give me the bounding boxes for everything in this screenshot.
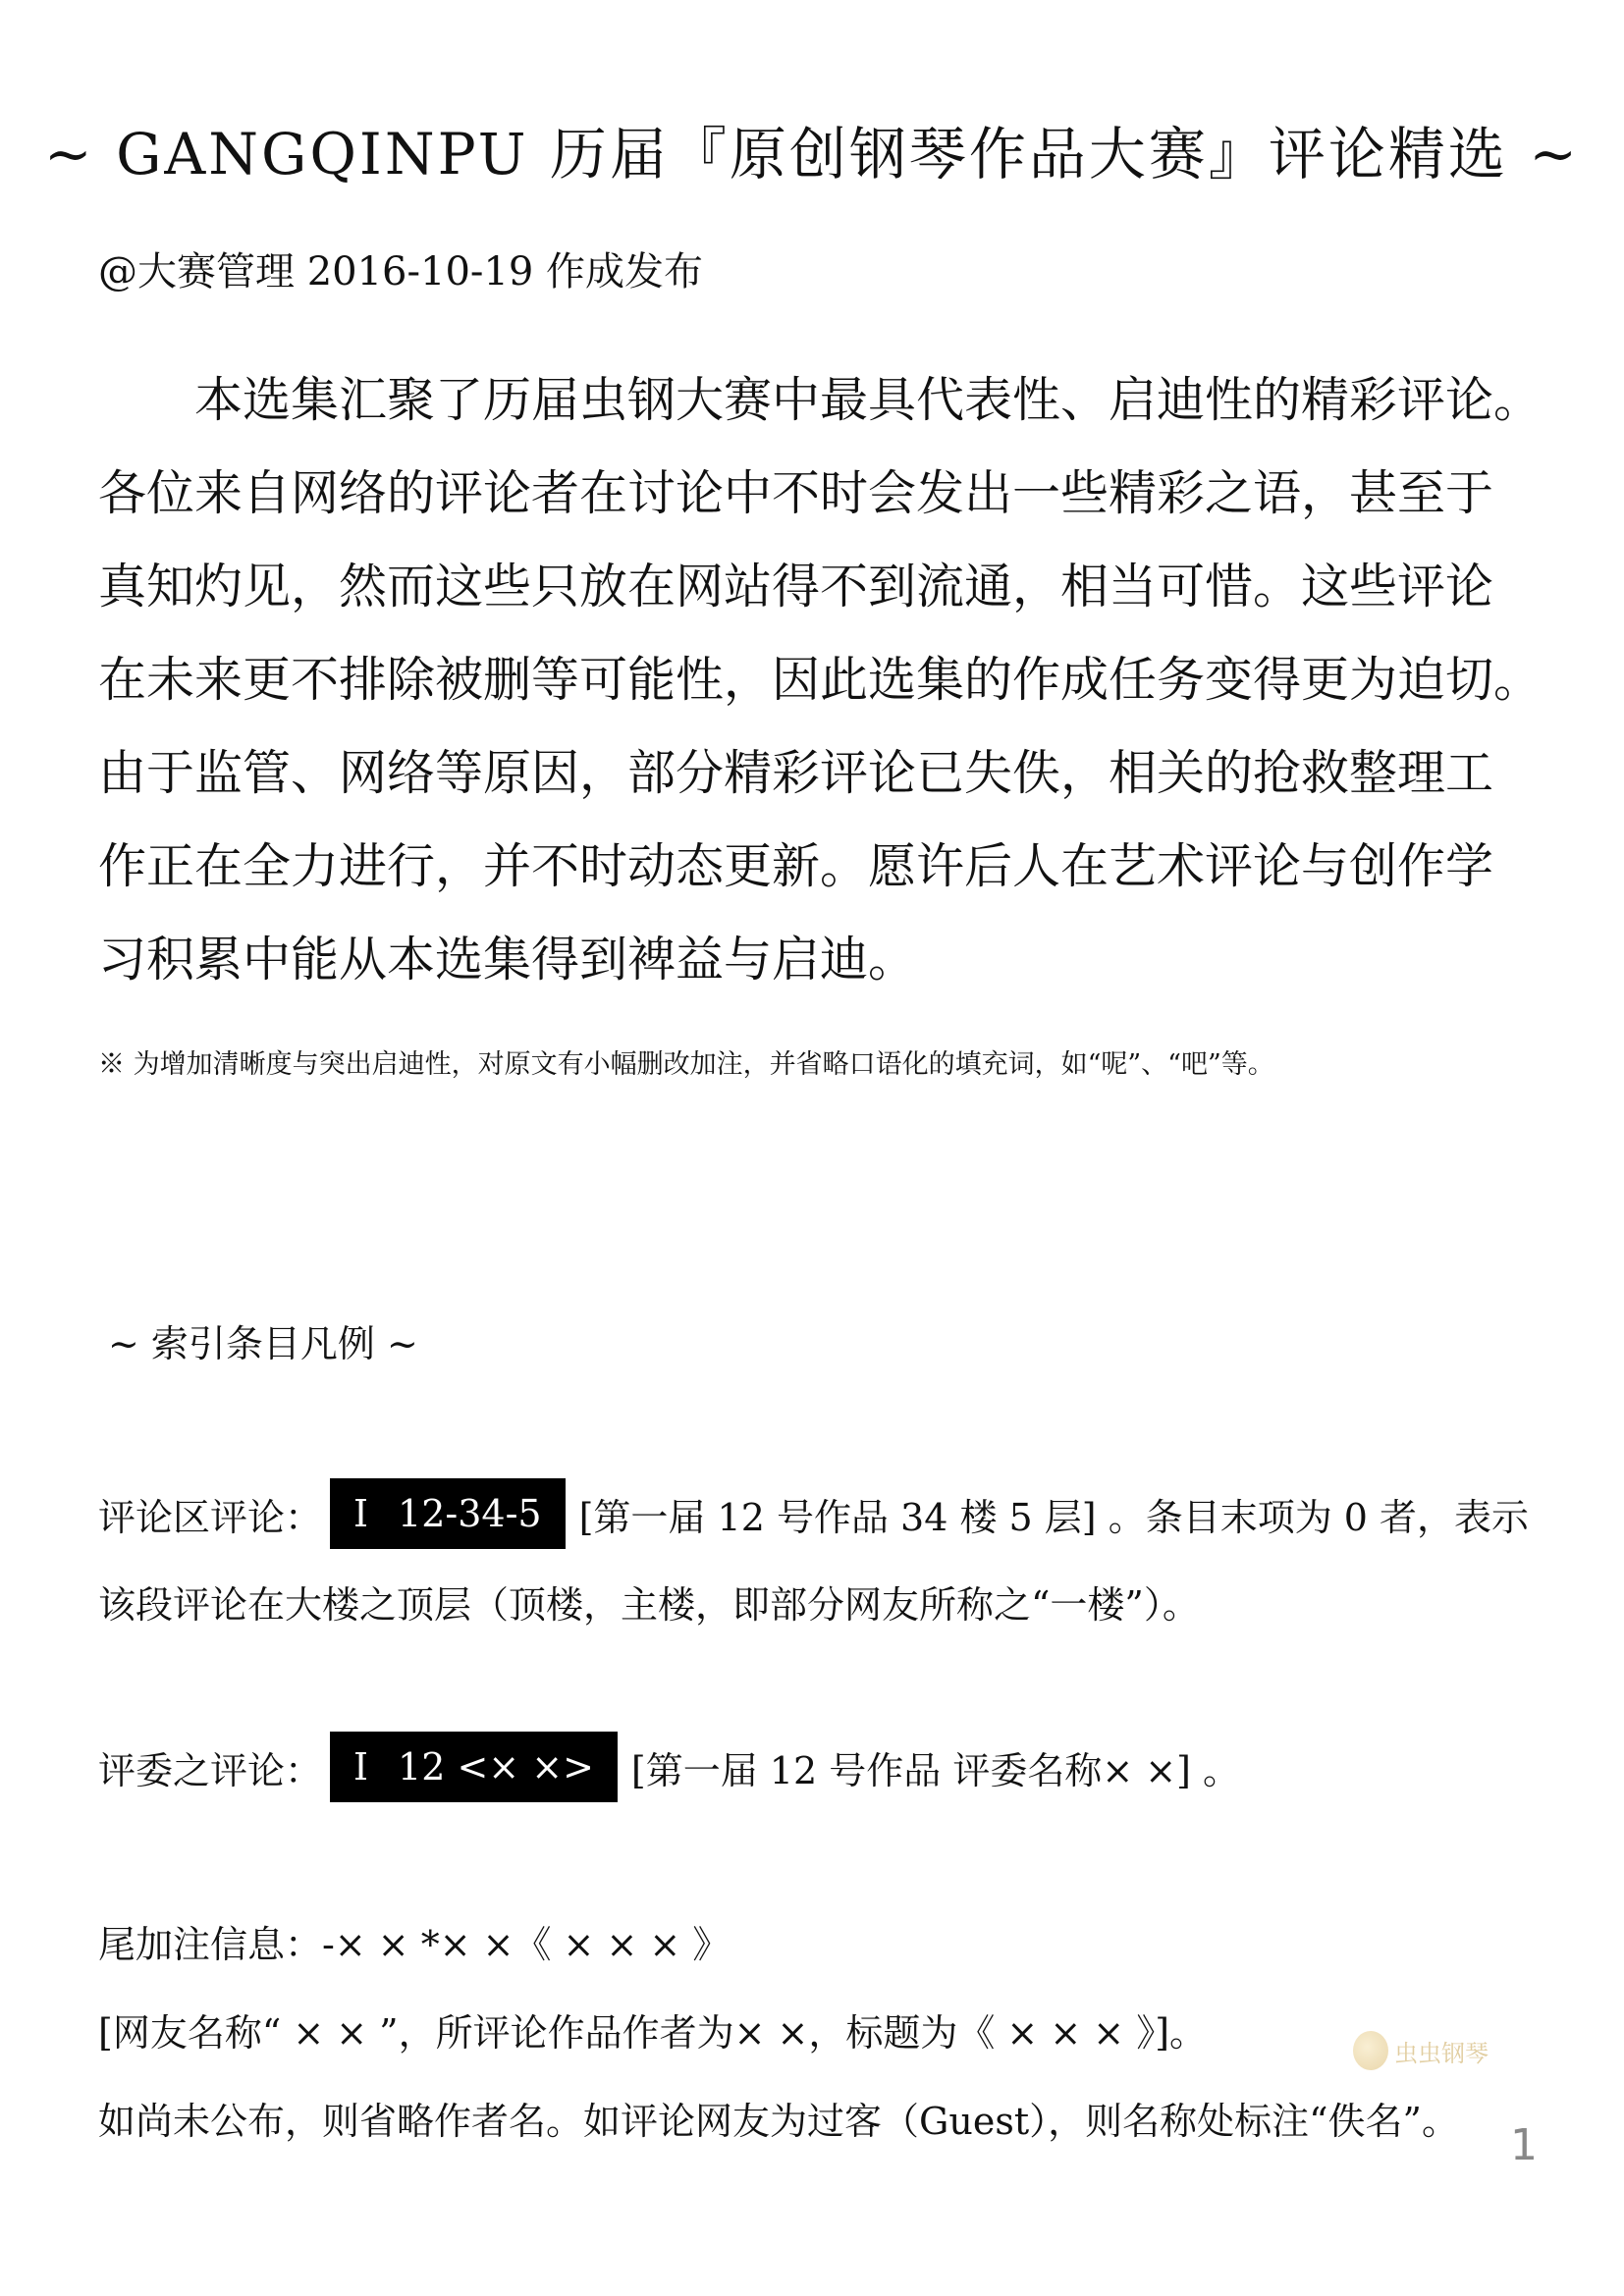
entry-judge-row <box>98 1732 1240 1802</box>
tag-numeral: I <box>353 1492 369 1535</box>
tail-note-pattern: -× × *× ×《 × × × 》 <box>322 1923 731 1966</box>
intro-line: 本选集汇聚了历届虫钢大赛中最具代表性、启迪性的精彩评论。 <box>194 372 1543 428</box>
entry-judge-label: 评委之评论： <box>98 1748 323 1792</box>
entry-comment-label: 评论区评论： <box>98 1495 323 1539</box>
byline: @大赛管理 2016-10-19 作成发布 <box>98 249 704 294</box>
page-number: 1 <box>1510 2120 1538 2170</box>
tail-note-label: 尾加注信息： <box>98 1923 323 1966</box>
entry-comment-row <box>98 1478 1529 1549</box>
intro-line: 真知灼见，然而这些只放在网站得不到流通，相当可惜。这些评论 <box>98 559 1494 614</box>
intro-line: 作正在全力进行，并不时动态更新。愿许后人在艺术评论与创作学 <box>98 838 1494 894</box>
tail-note-line-3: 如尚未公布，则省略作者名。如评论网友为过客（Guest），则名称处标注“佚名”。 <box>98 2100 1459 2143</box>
entry-comment-continuation: 该段评论在大楼之顶层（顶楼，主楼，即部分网友所称之“一楼”）。 <box>98 1583 1200 1627</box>
editorial-note: ※ 为增加清晰度与突出启迪性，对原文有小幅删改加注，并省略口语化的填充词，如“呢”、“吧”等。 <box>98 1049 1274 1080</box>
entry-comment-explanation: [第一届 12 号作品 34 楼 5 层] 。条目末项为 0 者，表示 <box>578 1495 1530 1539</box>
intro-line: 由于监管、网络等原因，部分精彩评论已失佚，相关的抢救整理工 <box>98 745 1494 801</box>
section-title: ~ 索引条目凡例 ~ <box>108 1322 418 1365</box>
page-title: ~ GANGQINPU 历届『原创钢琴作品大赛』评论精选 ~ <box>44 121 1580 187</box>
tag-numeral: I <box>353 1745 369 1789</box>
intro-line: 习积累中能从本选集得到裨益与启迪。 <box>98 932 917 988</box>
watermark <box>1353 2022 1540 2079</box>
watermark-text: 虫虫钢琴 <box>1394 2039 1489 2067</box>
watermark-logo-icon <box>1353 2031 1388 2070</box>
tag-code: 12-34-5 <box>398 1492 542 1535</box>
entry-comment-tag <box>330 1478 566 1549</box>
tail-note-row <box>98 1914 730 1968</box>
tag-code: 12 <× ×> <box>398 1745 594 1789</box>
entry-judge-explanation: [第一届 12 号作品 评委名称× ×] 。 <box>630 1748 1240 1792</box>
entry-judge-tag <box>330 1732 618 1802</box>
intro-paragraph <box>98 353 1543 1006</box>
intro-line: 在未来更不排除被删等可能性，因此选集的作成任务变得更为迫切。 <box>98 652 1543 708</box>
intro-line: 各位来自网络的评论者在讨论中不时会发出一些精彩之语，甚至于 <box>98 465 1494 521</box>
tail-note-line-2: [网友名称“ × × ”，所评论作品作者为× ×，标题为《 × × × 》]。 <box>98 2011 1208 2055</box>
